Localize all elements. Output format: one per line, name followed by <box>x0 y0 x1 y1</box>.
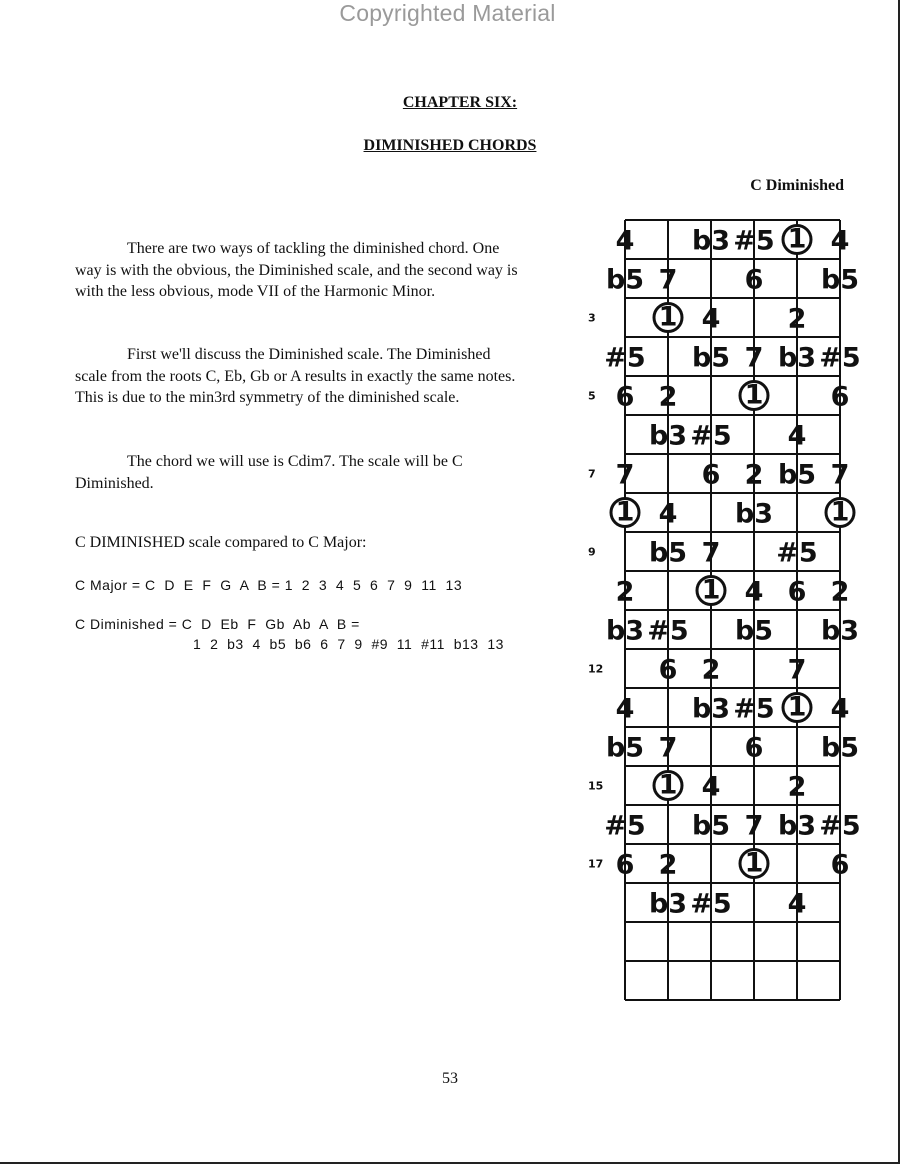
note-label: 2 <box>744 459 764 491</box>
root-note-label: 1 <box>615 496 635 528</box>
note-label: #5 <box>733 225 775 257</box>
note-label: b5 <box>820 732 860 764</box>
note-label: 4 <box>830 693 850 725</box>
fret-number: 12 <box>588 662 604 676</box>
note-label: 7 <box>658 264 678 296</box>
note-label: 7 <box>615 459 635 491</box>
note-label: #5 <box>690 888 732 920</box>
note-label: 6 <box>701 459 721 491</box>
note-label: 2 <box>787 303 807 335</box>
note-label: 2 <box>830 576 850 608</box>
note-label: 7 <box>830 459 850 491</box>
paragraph <box>75 238 525 303</box>
fret-number: 15 <box>588 779 604 793</box>
note-label: b3 <box>648 420 688 452</box>
note-label: b3 <box>777 810 817 842</box>
note-label: 2 <box>787 771 807 803</box>
note-label: #5 <box>819 810 861 842</box>
note-label: 2 <box>658 381 678 413</box>
copyright-watermark: Copyrighted Material <box>339 0 556 26</box>
root-note-label: 1 <box>658 769 678 801</box>
section-title: DIMINISHED CHORDS <box>363 137 537 154</box>
note-label: #5 <box>819 342 861 374</box>
note-label: 7 <box>744 810 764 842</box>
note-label: 6 <box>658 654 678 686</box>
note-label: b5 <box>648 537 688 569</box>
note-label: b5 <box>605 264 645 296</box>
note-label: #5 <box>647 615 689 647</box>
note-label: 7 <box>658 732 678 764</box>
note-label: 6 <box>615 381 635 413</box>
note-label: 7 <box>744 342 764 374</box>
note-label: 7 <box>701 537 721 569</box>
note-label: 6 <box>744 264 764 296</box>
note-label: b3 <box>777 342 817 374</box>
note-label: b3 <box>734 498 774 530</box>
fret-number: 7 <box>588 467 596 481</box>
note-label: b5 <box>820 264 860 296</box>
note-label: 4 <box>787 420 807 452</box>
note-label: b5 <box>777 459 817 491</box>
note-label: 4 <box>658 498 678 530</box>
paragraph <box>75 451 525 494</box>
note-label: 4 <box>701 771 721 803</box>
fret-number: 5 <box>588 389 596 403</box>
note-label: 2 <box>701 654 721 686</box>
note-label: 6 <box>615 849 635 881</box>
paragraph-text: First we'll discuss the Diminished scale. The Diminished scale from the roots C, Eb, Gb or A results in exactly the same notes. This is due to the min3rd symmetry of the diminished scale. <box>75 346 516 406</box>
note-label: 2 <box>615 576 635 608</box>
note-label: b5 <box>691 810 731 842</box>
note-label: 4 <box>701 303 721 335</box>
c-diminished-scale-line: C Diminished = C D Eb F Gb Ab A B = <box>75 616 360 632</box>
note-label: b5 <box>691 342 731 374</box>
paragraph-text: The chord we will use is Cdim7. The scale will be C Diminished. <box>75 453 463 492</box>
page-number: 53 <box>442 1070 458 1087</box>
paragraph <box>75 344 525 409</box>
note-label: b3 <box>648 888 688 920</box>
fretboard-diagram <box>580 215 870 1015</box>
note-label: 4 <box>830 225 850 257</box>
fretboard-diagram-label: C Diminished <box>750 177 844 194</box>
root-note-label: 1 <box>658 301 678 333</box>
c-major-scale-line: C Major = C D E F G A B = 1 2 3 4 5 6 7 9 11 13 <box>75 577 463 593</box>
note-label: b5 <box>734 615 774 647</box>
note-label: 6 <box>744 732 764 764</box>
note-label: b3 <box>605 615 645 647</box>
note-label: #5 <box>776 537 818 569</box>
note-label: #5 <box>604 810 646 842</box>
root-note-label: 1 <box>830 496 850 528</box>
note-label: 4 <box>744 576 764 608</box>
note-label: b3 <box>820 615 860 647</box>
note-label: #5 <box>690 420 732 452</box>
paragraph-text: There are two ways of tackling the diminished chord. One way is with the obvious, the Diminished scale, and the second way is with the less obvious, mode VII of the Harmonic Minor. <box>75 240 518 300</box>
note-label: 2 <box>658 849 678 881</box>
note-label: 6 <box>830 849 850 881</box>
note-label: 7 <box>787 654 807 686</box>
fret-number: 9 <box>588 545 596 559</box>
note-label: 6 <box>787 576 807 608</box>
note-label: 4 <box>615 693 635 725</box>
note-label: b3 <box>691 693 731 725</box>
chapter-title: CHAPTER SIX: <box>402 94 518 111</box>
root-note-label: 1 <box>787 691 807 723</box>
root-note-label: 1 <box>744 379 764 411</box>
note-label: 6 <box>830 381 850 413</box>
root-note-label: 1 <box>701 574 721 606</box>
note-label: #5 <box>733 693 775 725</box>
root-note-label: 1 <box>787 223 807 255</box>
comparison-title: C DIMINISHED scale compared to C Major: <box>75 534 367 551</box>
note-label: 4 <box>615 225 635 257</box>
c-diminished-intervals-line: 1 2 b3 4 b5 b6 6 7 9 #9 11 #11 b13 13 <box>193 636 504 652</box>
note-label: 4 <box>787 888 807 920</box>
fret-number: 3 <box>588 311 596 325</box>
note-label: b3 <box>691 225 731 257</box>
note-label: b5 <box>605 732 645 764</box>
root-note-label: 1 <box>744 847 764 879</box>
note-label: #5 <box>604 342 646 374</box>
fret-number: 17 <box>588 857 604 871</box>
